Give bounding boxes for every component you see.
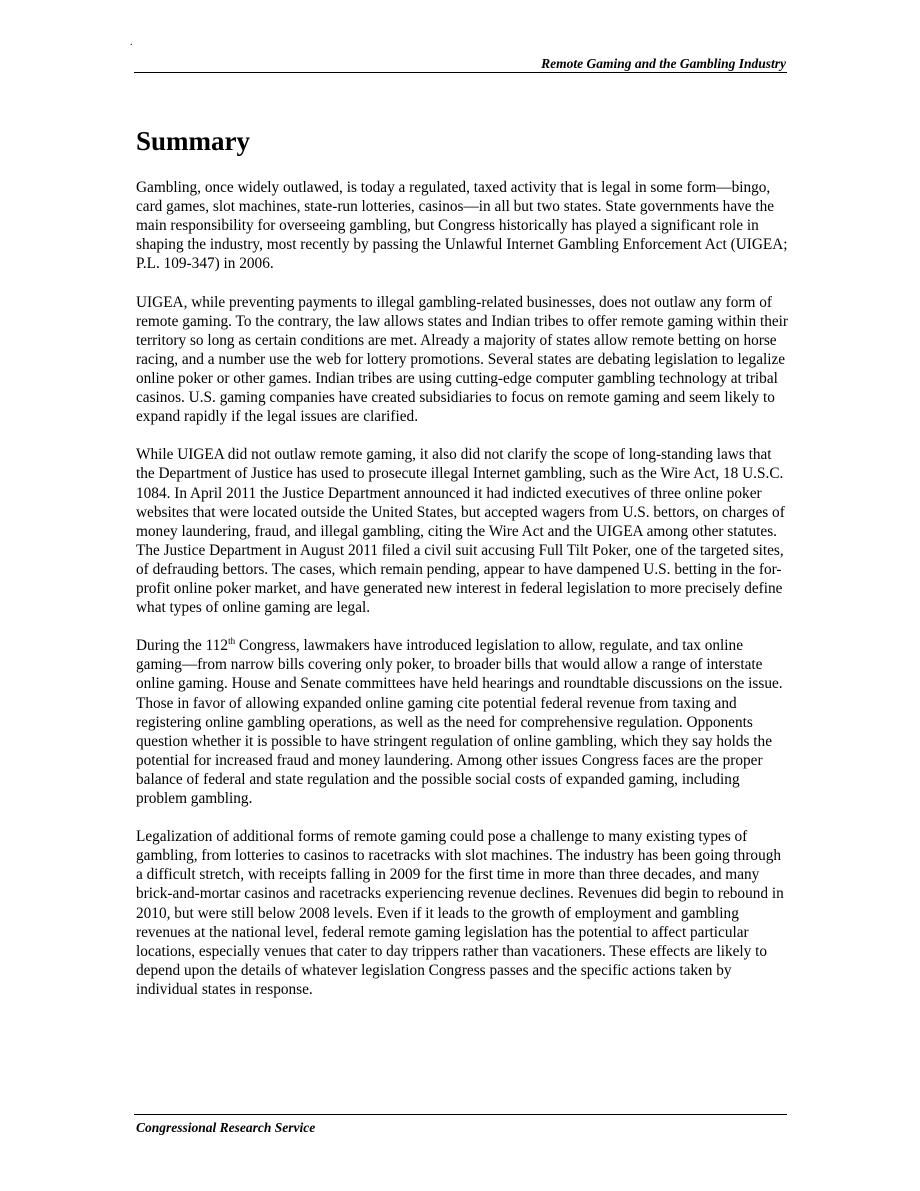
corner-mark: . xyxy=(130,37,133,48)
summary-paragraph-4 xyxy=(136,636,788,808)
summary-paragraph-3: While UIGEA did not outlaw remote gaming, it also did not clarify the scope of long-standing laws that the Department of Justice has used to prosecute illegal Internet gambling, such as the Wire Act, 18 U.S.C. 1084. In April 2011 the Justice Department announced it had indicted executives of three online poker websites that were located outside the United States, but accepted wagers from U.S. bettors, on charges of money laundering, fraud, and illegal gambling, citing the Wire Act and the UIGEA among other statutes. The Justice Department in August 2011 filed a civil suit accusing Full Tilt Poker, one of the targeted sites, of defrauding bettors. The cases, which remain pending, appear to have dampened U.S. betting in the for-profit online poker market, and have generated new interest in federal legislation to more precisely define what types of online gaming are legal. xyxy=(136,446,785,617)
summary-paragraph-5: Legalization of additional forms of remote gaming could pose a challenge to many existing types of gambling, from lotteries to casinos to racetracks with slot machines. The industry has been going through a difficult stretch, with receipts falling in 2009 for the first time in more than three decades, and many brick-and-mortar casinos and racetracks experiencing revenue declines. Revenues did begin to rebound in 2010, but were still below 2008 levels. Even if it leads to the growth of employment and gambling revenues at the national level, federal remote gaming legislation has the potential to affect particular locations, especially venues that cater to day trippers rather than vacationers. These effects are likely to depend upon the details of whatever legislation Congress passes and the specific actions taken by individual states in response. xyxy=(136,828,784,998)
summary-paragraph-1: Gambling, once widely outlawed, is today a regulated, taxed activity that is legal in some form—bingo, card games, slot machines, state-run lotteries, casinos—in all but two states. State governments have the main responsibility for overseeing gambling, but Congress historically has played a significant role in shaping the industry, most recently by passing the Unlawful Internet Gambling Enforcement Act (UIGEA; P.L. 109-347) in 2006. xyxy=(136,179,788,273)
running-footer: Congressional Research Service xyxy=(136,1120,316,1135)
header-rule xyxy=(134,72,787,73)
summary-paragraph-2: UIGEA, while preventing payments to illegal gambling-related businesses, does not outlaw any form of remote gaming. To the contrary, the law allows states and Indian tribes to offer remote gaming within their territory so long as certain conditions are met. Already a majority of states allow remote betting on horse racing, and a number use the web for lottery promotions. Several states are debating legislation to legalize online poker or other games. Indian tribes are using cutting-edge computer gambling technology at tribal casinos. U.S. gaming companies have created subsidiaries to focus on remote gaming and seem likely to expand rapidly if the legal issues are clarified. xyxy=(136,293,788,426)
summary-body xyxy=(136,178,788,1018)
running-header: Remote Gaming and the Gambling Industry xyxy=(541,56,786,71)
paragraph-4-rest: Congress, lawmakers have introduced legislation to allow, regulate, and tax online gaming—from narrow bills covering only poker, to broader bills that would allow a range of interstate online gaming. House and Senate committees have held hearings and roundtable discussions on the issue. Those in favor of allowing expanded online gaming cite potential federal revenue from taxing and registering online gambling operations, as well as the need for comprehensive regulation. Opponents question whether it is possible to have stringent regulation of online gambling, which they say holds the potential for increased fraud and money laundering. Among other issues Congress faces are the proper balance of federal and state regulation and the possible social costs of expanded gaming, including problem gambling. xyxy=(136,637,783,807)
page-title: Summary xyxy=(136,126,250,156)
footer-rule xyxy=(134,1114,787,1115)
ordinal-suffix: th xyxy=(228,636,236,647)
paragraph-4-lead: During the 112 xyxy=(136,637,229,655)
